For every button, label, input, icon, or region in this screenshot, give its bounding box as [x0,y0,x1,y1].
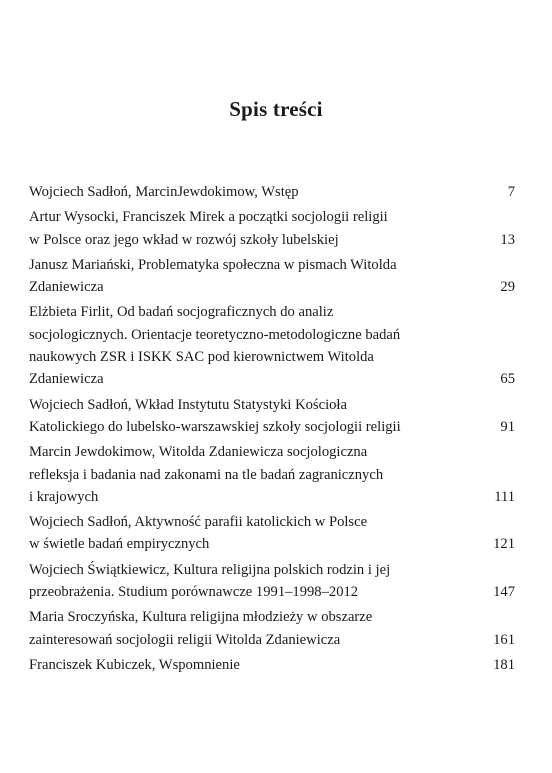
toc-entry[interactable] [29,181,515,203]
toc-entry-page-number: 121 [493,536,515,553]
toc-entry[interactable] [29,301,515,390]
toc-entry-line: w świetle badań empirycznych [29,536,210,553]
toc-entry-line: Zdaniewicza [29,371,104,388]
toc-entry[interactable] [29,206,515,251]
toc-entry-title [29,301,500,390]
toc-entry-line: w Polsce oraz jego wkład w rozwój szkoły lubelskiej [29,231,339,248]
toc-entry[interactable] [29,394,515,439]
toc-entry-page-number: 29 [500,279,515,296]
toc-entry[interactable] [29,511,515,556]
toc-entry-line: Wojciech Świątkiewicz, Kultura religijna polskich rodzin i jej [29,561,391,578]
table-of-contents [29,181,515,676]
toc-entry-line: Wojciech Sadłoń, MarcinJewdokimow, Wstęp [29,184,299,200]
toc-entry-line: Marcin Jewdokimow, Witolda Zdaniewicza socjologiczna [29,444,368,461]
toc-entry-line: i krajowych [29,488,99,505]
toc-entry-title [29,394,500,439]
toc-entry-line: Zdaniewicza [29,279,104,296]
toc-entry-line: Wojciech Sadłoń, Wkład Instytutu Statystyki Kościoła [29,396,347,413]
toc-entry[interactable] [29,654,515,676]
toc-entry-page-number: 161 [493,631,515,648]
page-title: Spis treści [229,97,323,121]
toc-entry-line: refleksja i badania nad zakonami na tle badań zagranicznych [29,466,384,483]
toc-entry[interactable] [29,441,515,508]
toc-entry-page-number: 13 [500,231,515,248]
toc-entry[interactable] [29,606,515,651]
toc-entry-line: naukowych ZSR i ISKK SAC pod kierownictwem Witolda [29,349,374,366]
toc-entry-line: Maria Sroczyńska, Kultura religijna młodzieży w obszarze [29,609,373,626]
toc-entry-line: Wojciech Sadłoń, Aktywność parafii katolickich w Polsce [29,514,368,531]
toc-entry-line: socjologicznych. Orientacje teoretyczno-metodologiczne badań [29,326,401,343]
toc-entry-title [29,441,494,508]
toc-entry-title [29,654,493,676]
toc-entry-title [29,511,493,556]
toc-entry-page-number: 147 [493,584,515,601]
toc-entry-page-number: 7 [507,184,515,200]
toc-entry-title [29,606,493,651]
toc-entry-line: Artur Wysocki, Franciszek Mirek a początki socjologii religii [29,209,388,226]
toc-entry-title [29,206,500,251]
toc-entry[interactable] [29,254,515,299]
toc-entry-line: zainteresowań socjologii religii Witolda Zdaniewicza [29,631,341,648]
toc-entry-page-number: 65 [500,371,515,388]
toc-entry-title [29,559,493,604]
toc-entry-title [29,181,508,203]
toc-entry-line: Elżbieta Firlit, Od badań socjograficznych do analiz [29,304,334,321]
toc-entry-title [29,254,500,299]
toc-entry-page-number: 91 [500,418,515,435]
toc-entry-line: przeobrażenia. Studium porównawcze 1991–1998–2012 [29,584,359,601]
toc-entry-page-number: 181 [493,656,515,673]
toc-entry-line: Franciszek Kubiczek, Wspomnienie [29,656,240,673]
toc-entry-page-number: 111 [494,488,515,505]
toc-entry-line: Janusz Mariański, Problematyka społeczna w pismach Witolda [29,256,397,273]
toc-entry-line: Katolickiego do lubelsko-warszawskiej szkoły socjologii religii [29,418,401,435]
toc-entry[interactable] [29,559,515,604]
